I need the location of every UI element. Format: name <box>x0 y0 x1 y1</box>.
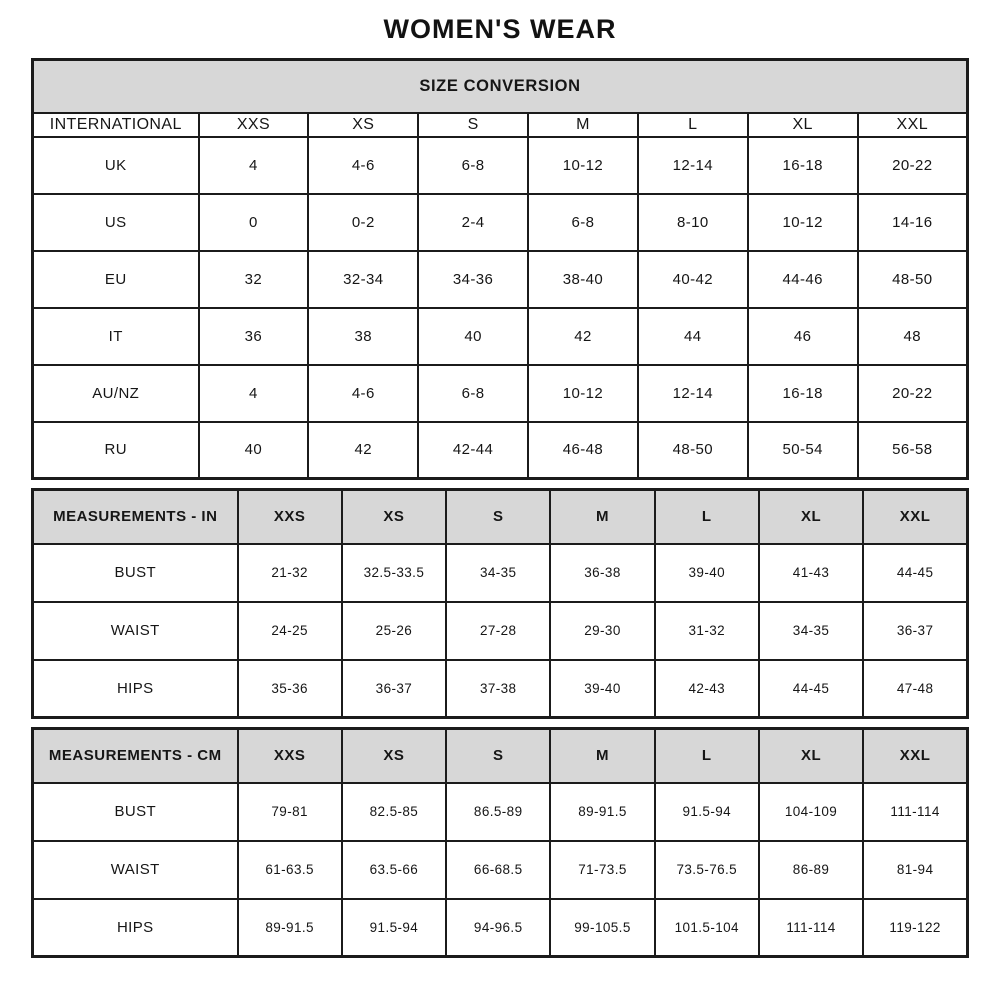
table-cell: 24-25 <box>238 602 342 660</box>
table-cell: 71-73.5 <box>550 841 654 899</box>
table-cell: 32-34 <box>308 251 418 308</box>
size-column-header: L <box>638 113 748 137</box>
table-cell: 32 <box>199 251 309 308</box>
table-cell: 42-43 <box>655 660 759 718</box>
size-column-header: XXS <box>238 490 342 544</box>
table-cell: 36-37 <box>863 602 967 660</box>
size-column-header: M <box>550 490 654 544</box>
table-cell: 2-4 <box>418 194 528 251</box>
table-cell: 86-89 <box>759 841 863 899</box>
table-cell: 20-22 <box>858 137 968 194</box>
table-cell: 73.5-76.5 <box>655 841 759 899</box>
table-cell: 40 <box>418 308 528 365</box>
table-cell: 29-30 <box>550 602 654 660</box>
table-cell: 94-96.5 <box>446 899 550 957</box>
row-header-label: MEASUREMENTS - CM <box>33 729 238 783</box>
table-row <box>33 422 968 479</box>
table-cell: 89-91.5 <box>238 899 342 957</box>
table-cell: 20-22 <box>858 365 968 422</box>
row-label: US <box>33 194 199 251</box>
table-cell: 79-81 <box>238 783 342 841</box>
size-column-header: XXL <box>858 113 968 137</box>
table-cell: 104-109 <box>759 783 863 841</box>
table-row <box>33 899 968 957</box>
table-cell: 6-8 <box>418 137 528 194</box>
size-column-header: S <box>418 113 528 137</box>
table-cell: 6-8 <box>418 365 528 422</box>
table-cell: 4 <box>199 137 309 194</box>
size-column-header: S <box>446 729 550 783</box>
measurements-in-table <box>31 488 969 719</box>
table-cell: 46-48 <box>528 422 638 479</box>
table-cell: 31-32 <box>655 602 759 660</box>
row-label: EU <box>33 251 199 308</box>
row-label: WAIST <box>33 602 238 660</box>
table-cell: 99-105.5 <box>550 899 654 957</box>
size-column-header: M <box>528 113 638 137</box>
table-cell: 66-68.5 <box>446 841 550 899</box>
table-cell: 32.5-33.5 <box>342 544 446 602</box>
table-cell: 42 <box>308 422 418 479</box>
size-column-header: XXS <box>199 113 309 137</box>
table-cell: 16-18 <box>748 137 858 194</box>
table-row <box>33 194 968 251</box>
row-label: HIPS <box>33 899 238 957</box>
table-cell: 101.5-104 <box>655 899 759 957</box>
column-header-row <box>33 113 968 137</box>
table-cell: 37-38 <box>446 660 550 718</box>
table-cell: 36-37 <box>342 660 446 718</box>
table-cell: 35-36 <box>238 660 342 718</box>
table-row <box>33 544 968 602</box>
size-column-header: XS <box>308 113 418 137</box>
table-cell: 4-6 <box>308 137 418 194</box>
table-cell: 86.5-89 <box>446 783 550 841</box>
table-cell: 12-14 <box>638 137 748 194</box>
row-header-label: INTERNATIONAL <box>33 113 199 137</box>
table-cell: 10-12 <box>528 137 638 194</box>
table-row <box>33 660 968 718</box>
table-title-row <box>33 60 968 113</box>
table-cell: 81-94 <box>863 841 967 899</box>
table-cell: 111-114 <box>863 783 967 841</box>
table-cell: 56-58 <box>858 422 968 479</box>
table-cell: 10-12 <box>528 365 638 422</box>
table-cell: 12-14 <box>638 365 748 422</box>
row-label: RU <box>33 422 199 479</box>
table-row <box>33 137 968 194</box>
row-label: UK <box>33 137 199 194</box>
table-cell: 47-48 <box>863 660 967 718</box>
table-row <box>33 251 968 308</box>
size-column-header: XXL <box>863 490 967 544</box>
table-cell: 44 <box>638 308 748 365</box>
row-label: WAIST <box>33 841 238 899</box>
table-row <box>33 365 968 422</box>
row-header-label: MEASUREMENTS - IN <box>33 490 238 544</box>
measurements-cm-table <box>31 727 969 958</box>
table-title: SIZE CONVERSION <box>33 60 968 113</box>
table-cell: 61-63.5 <box>238 841 342 899</box>
table-cell: 44-45 <box>863 544 967 602</box>
size-column-header: XXS <box>238 729 342 783</box>
table-cell: 46 <box>748 308 858 365</box>
table-cell: 40-42 <box>638 251 748 308</box>
size-column-header: M <box>550 729 654 783</box>
size-column-header: XS <box>342 729 446 783</box>
table-cell: 16-18 <box>748 365 858 422</box>
table-cell: 44-46 <box>748 251 858 308</box>
table-cell: 50-54 <box>748 422 858 479</box>
table-cell: 27-28 <box>446 602 550 660</box>
table-cell: 36 <box>199 308 309 365</box>
table-cell: 36-38 <box>550 544 654 602</box>
table-cell: 39-40 <box>550 660 654 718</box>
table-cell: 4 <box>199 365 309 422</box>
table-cell: 0 <box>199 194 309 251</box>
table-cell: 91.5-94 <box>342 899 446 957</box>
table-cell: 48-50 <box>858 251 968 308</box>
table-row <box>33 783 968 841</box>
size-column-header: XS <box>342 490 446 544</box>
size-column-header: XL <box>759 490 863 544</box>
size-column-header: XL <box>759 729 863 783</box>
table-cell: 34-35 <box>446 544 550 602</box>
table-cell: 4-6 <box>308 365 418 422</box>
table-cell: 21-32 <box>238 544 342 602</box>
table-cell: 25-26 <box>342 602 446 660</box>
table-cell: 6-8 <box>528 194 638 251</box>
table-cell: 14-16 <box>858 194 968 251</box>
table-cell: 42-44 <box>418 422 528 479</box>
table-cell: 63.5-66 <box>342 841 446 899</box>
column-header-row <box>33 490 968 544</box>
table-cell: 0-2 <box>308 194 418 251</box>
table-cell: 91.5-94 <box>655 783 759 841</box>
page-title: WOMEN'S WEAR <box>383 14 617 44</box>
table-row <box>33 308 968 365</box>
table-cell: 119-122 <box>863 899 967 957</box>
table-cell: 8-10 <box>638 194 748 251</box>
table-cell: 82.5-85 <box>342 783 446 841</box>
row-label: HIPS <box>33 660 238 718</box>
table-cell: 10-12 <box>748 194 858 251</box>
row-label: BUST <box>33 544 238 602</box>
table-cell: 34-35 <box>759 602 863 660</box>
table-cell: 38-40 <box>528 251 638 308</box>
row-label: IT <box>33 308 199 365</box>
table-row <box>33 841 968 899</box>
table-cell: 38 <box>308 308 418 365</box>
table-cell: 39-40 <box>655 544 759 602</box>
table-cell: 34-36 <box>418 251 528 308</box>
size-column-header: S <box>446 490 550 544</box>
table-cell: 89-91.5 <box>550 783 654 841</box>
table-row <box>33 602 968 660</box>
table-cell: 40 <box>199 422 309 479</box>
size-conversion-table <box>31 58 969 480</box>
table-cell: 48-50 <box>638 422 748 479</box>
column-header-row <box>33 729 968 783</box>
table-cell: 44-45 <box>759 660 863 718</box>
row-label: BUST <box>33 783 238 841</box>
size-column-header: L <box>655 729 759 783</box>
size-column-header: XXL <box>863 729 967 783</box>
size-column-header: L <box>655 490 759 544</box>
table-cell: 111-114 <box>759 899 863 957</box>
size-column-header: XL <box>748 113 858 137</box>
table-cell: 41-43 <box>759 544 863 602</box>
table-cell: 42 <box>528 308 638 365</box>
table-cell: 48 <box>858 308 968 365</box>
row-label: AU/NZ <box>33 365 199 422</box>
